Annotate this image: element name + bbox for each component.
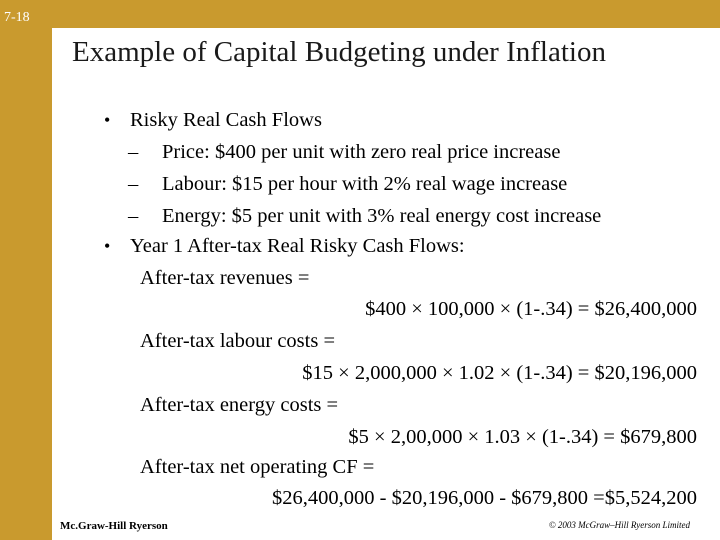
energy-costs-label: After-tax energy costs = (140, 394, 339, 416)
revenues-label: After-tax revenues = (140, 267, 310, 289)
sub-bullet-price: Price: $400 per unit with zero real price increase (162, 141, 561, 163)
labour-costs-label: After-tax labour costs = (140, 330, 336, 352)
dash-icon: – (128, 141, 139, 163)
dash-icon: – (128, 173, 139, 195)
revenues-calculation: $400 × 100,000 × (1-.34) = $26,400,000 (365, 298, 697, 320)
labour-costs-calculation: $15 × 2,000,000 × 1.02 × (1-.34) = $20,196,000 (302, 362, 697, 384)
bullet-icon: • (104, 110, 111, 130)
footer-publisher: Mc.Graw-Hill Ryerson (60, 520, 168, 532)
dash-icon: – (128, 205, 139, 227)
net-operating-cf-calculation: $26,400,000 - $20,196,000 - $679,800 =$5,524,200 (272, 487, 697, 509)
slide-number: 7-18 (4, 10, 30, 25)
energy-costs-calculation: $5 × 2,00,000 × 1.03 × (1-.34) = $679,800 (348, 426, 697, 448)
footer-copyright: © 2003 McGraw–Hill Ryerson Limited (548, 520, 690, 530)
sub-bullet-energy: Energy: $5 per unit with 3% real energy cost increase (162, 205, 602, 227)
left-accent-bar (0, 0, 52, 540)
net-operating-cf-label: After-tax net operating CF = (140, 456, 375, 478)
top-accent-bar (52, 0, 720, 28)
bullet-risky-real-cash-flows: Risky Real Cash Flows (130, 109, 322, 131)
sub-bullet-labour: Labour: $15 per hour with 2% real wage increase (162, 173, 568, 195)
bullet-icon: • (104, 236, 111, 256)
bullet-year1-cash-flows: Year 1 After-tax Real Risky Cash Flows: (130, 235, 465, 257)
slide-title: Example of Capital Budgeting under Inflation (72, 36, 606, 68)
accent-inner-edge (52, 28, 62, 540)
